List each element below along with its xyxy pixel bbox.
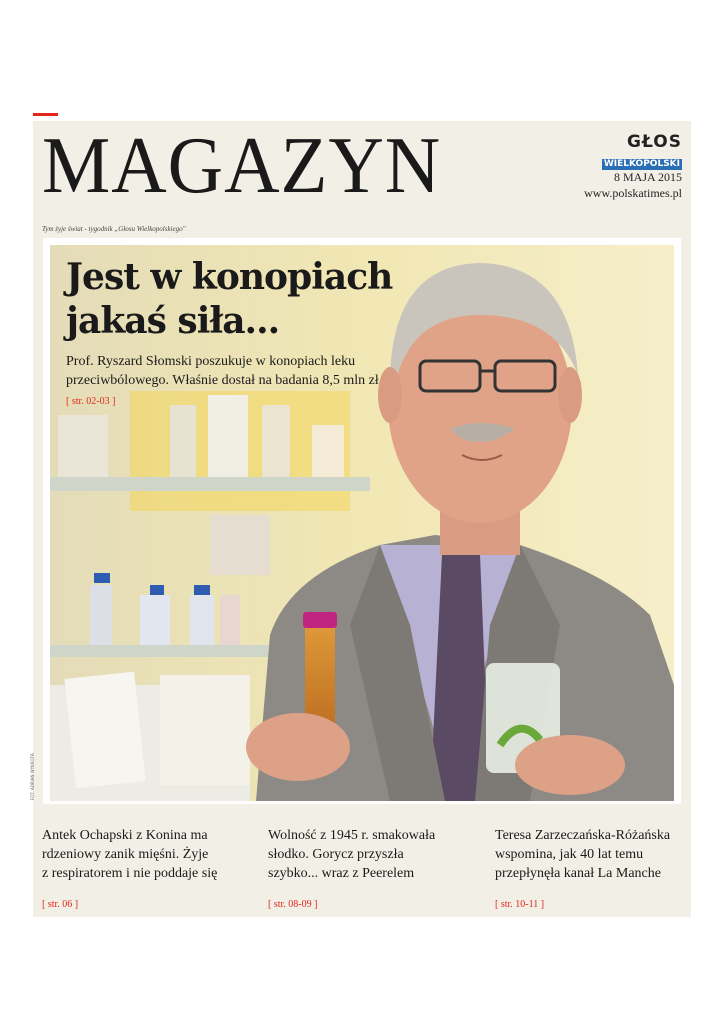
teaser-1-line-2: rdzeniowy zanik mięśni. Żyje: [42, 847, 209, 862]
lead-line-2: przeciwbólowego. Właśnie dostał na badania 8,5 mln zł: [66, 373, 379, 388]
masthead-title: MAGAZYN: [42, 122, 442, 210]
photo-credit: FOT. ADRIAN WYKROTA: [30, 753, 35, 800]
teaser-1-page-ref[interactable]: [ str. 06 ]: [42, 899, 79, 910]
teaser-1[interactable]: [42, 826, 252, 883]
teaser-2-line-1: Wolność z 1945 r. smakowała: [268, 828, 436, 843]
headline-line-1: Jest w konopiach: [66, 256, 393, 298]
logo-top-text: GŁOS: [627, 132, 682, 152]
issue-date: 8 MAJA 2015: [613, 170, 682, 184]
cover-headline[interactable]: [66, 255, 392, 343]
cover-page-ref[interactable]: [ str. 02-03 ]: [66, 396, 116, 407]
teaser-3-line-1: Teresa Zarzeczańska-Różańska: [495, 828, 671, 843]
teaser-3-line-3: przepłynęła kanał La Manche: [495, 866, 661, 881]
newspaper-logo[interactable]: [602, 134, 682, 170]
teaser-2-line-2: słodko. Gorycz przyszła: [268, 847, 404, 862]
teaser-2-line-3: szybko... wraz z Peerelem: [268, 866, 415, 881]
teaser-1-line-3: z respiratorem i nie poddaje się: [42, 866, 218, 881]
teaser-1-line-1: Antek Ochapski z Konina ma: [42, 828, 208, 843]
lead-line-1: Prof. Ryszard Słomski poszukuje w konopiach leku: [66, 354, 356, 369]
teaser-2[interactable]: [268, 826, 478, 883]
teaser-3[interactable]: [495, 826, 705, 883]
teaser-2-page-ref[interactable]: [ str. 08-09 ]: [268, 899, 318, 910]
logo-bottom-text: WIELKOPOLSKI: [603, 159, 680, 169]
cover-lead: [66, 352, 406, 390]
headline-line-2: jakaś siła...: [66, 300, 280, 342]
website-url[interactable]: www.polskatimes.pl: [584, 186, 682, 200]
red-accent-bar: [33, 113, 58, 116]
teaser-3-line-2: wspomina, jak 40 lat temu: [495, 847, 644, 862]
teaser-3-page-ref[interactable]: [ str. 10-11 ]: [495, 899, 545, 910]
tagline: Tym żyje świat - tygodnik „Głosu Wielkopolskiego": [42, 225, 186, 233]
